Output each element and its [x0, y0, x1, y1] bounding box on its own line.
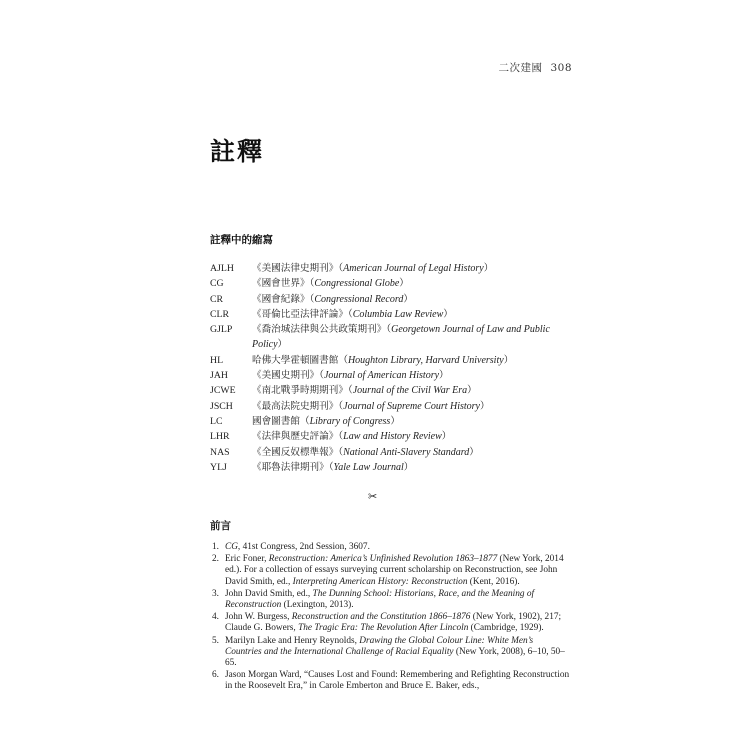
abbreviation-chinese: 《國會世界》（ — [252, 278, 315, 290]
abbreviation-chinese: 《美國史期刊》（ — [252, 370, 324, 382]
notes-list — [212, 542, 572, 694]
abbreviation-expansion — [252, 445, 555, 460]
abbreviation-chinese: 《喬治城法律與公共政策期刊》（ — [252, 324, 392, 336]
abbreviation-english: American Journal of Legal History — [343, 263, 484, 274]
abbreviation-chinese: 《耶魯法律期刊》（ — [252, 461, 334, 473]
abbreviation-english: Law and History Review — [343, 431, 442, 443]
abbreviation-row — [210, 307, 555, 322]
abbreviation-row — [210, 353, 555, 368]
note-item — [212, 670, 572, 692]
abbreviations-list — [210, 261, 555, 475]
abbreviation-expansion — [252, 276, 555, 291]
note-text — [225, 542, 572, 553]
note-text — [225, 612, 572, 634]
note-fragment: (Lexington, 2013). — [281, 600, 354, 611]
abbreviation-chinese: 《南北戰爭時期期刊》（ — [252, 385, 353, 397]
abbreviation-close: ） — [441, 431, 452, 443]
abbreviation-expansion — [252, 399, 555, 414]
abbreviation-english: National Anti-Slavery Standard — [343, 446, 470, 458]
note-fragment: (New York, 1902), 217; Claude G. Bowers, — [225, 612, 562, 634]
abbreviation-row — [210, 414, 555, 429]
abbreviation-close: ） — [467, 385, 477, 397]
abbreviation-expansion — [252, 292, 555, 307]
note-number: 5. — [212, 635, 219, 646]
abbreviation-english: Georgetown Journal of Law and Public Policy — [252, 324, 550, 351]
note-number: 3. — [212, 588, 219, 599]
abbreviations-heading: 註釋中的縮寫 — [210, 234, 273, 246]
note-text — [225, 554, 572, 588]
abbreviation-close: ） — [403, 293, 413, 305]
note-fragment: Marilyn Lake and Henry Reynolds, — [225, 635, 360, 646]
abbreviation-key: CR — [210, 293, 224, 305]
abbreviation-key: YLJ — [210, 461, 227, 473]
abbreviation-english: Houghton Library, Harvard University — [347, 354, 504, 366]
abbreviation-close: ） — [439, 370, 449, 382]
abbreviation-expansion — [252, 353, 555, 368]
abbreviation-expansion — [252, 261, 555, 276]
abbreviation-chinese: 《法律與歷史評論》（ — [252, 431, 344, 443]
abbreviation-row — [210, 460, 555, 475]
abbreviation-close: ） — [469, 446, 479, 458]
note-fragment: , 41st Congress, 2nd Session, 3607. — [237, 542, 370, 552]
section-heading: 前言 — [210, 520, 231, 532]
note-number: 1. — [212, 542, 219, 552]
abbreviation-expansion — [252, 383, 555, 398]
note-text — [225, 636, 572, 670]
note-fragment: John David Smith, ed., — [225, 588, 313, 599]
note-text — [225, 670, 572, 692]
abbreviation-row — [210, 429, 555, 444]
note-title: CG — [225, 542, 238, 552]
note-item — [212, 554, 572, 588]
note-title: The Tragic Era: The Revolution After Lincoln — [298, 623, 469, 634]
abbreviation-english: Library of Congress — [309, 415, 391, 427]
abbreviation-close: ） — [277, 339, 288, 351]
abbreviation-key: JCWE — [210, 385, 236, 397]
abbreviation-row — [210, 261, 555, 276]
note-number: 2. — [212, 554, 219, 565]
abbreviation-key: HL — [210, 354, 224, 366]
abbreviation-key: CG — [210, 278, 224, 290]
note-fragment: John W. Burgess, — [225, 612, 292, 623]
abbreviation-close: ） — [390, 415, 400, 427]
abbreviation-row — [210, 399, 555, 414]
abbreviation-expansion — [252, 429, 555, 444]
note-fragment: Eric Foner, — [225, 554, 269, 565]
abbreviation-chinese: 《國會紀錄》（ — [252, 293, 315, 305]
abbreviation-close: ） — [403, 461, 414, 473]
abbreviation-row — [210, 383, 555, 398]
note-fragment: (Cambridge, 1929). — [468, 623, 544, 634]
running-title: 二次建國 — [498, 62, 543, 74]
note-title: Reconstruction and the Constitution 1866–1876 — [291, 612, 471, 623]
abbreviation-english: Congressional Globe — [314, 278, 400, 290]
note-number: 6. — [212, 670, 219, 681]
abbreviation-chinese: 《哥倫比亞法律評論》（ — [252, 308, 353, 320]
abbreviation-close: ） — [480, 400, 490, 412]
abbreviation-expansion — [252, 414, 555, 429]
note-title: The Dunning School: Historians, Race, and the Meaning of Reconstruction — [225, 588, 535, 611]
note-fragment: (New York, 2014 ed.). For a collection of essays surveying current scholarship on Reconstruction, see John David Smith, ed., — [225, 554, 564, 587]
abbreviation-expansion — [252, 460, 555, 475]
note-fragment: (New York, 2008), 6–10, 50–65. — [225, 646, 565, 669]
abbreviation-english: Journal of the Civil War Era — [352, 385, 468, 397]
abbreviation-key: GJLP — [210, 324, 233, 336]
abbreviation-key: LHR — [210, 431, 230, 443]
note-item — [212, 612, 572, 634]
note-fragment: Jason Morgan Ward, “Causes Lost and Found: Remembering and Refighting Reconstruction in the Roosevelt Era,” in Carole Emberton and Bruce E. Baker, eds., — [225, 670, 570, 692]
note-fragment: (Kent, 2016). — [467, 576, 520, 587]
scissors-ornament-icon: ✂ — [368, 490, 378, 503]
abbreviation-chinese: 《全國反奴標準報》（ — [252, 446, 344, 458]
abbreviation-close: ） — [503, 354, 514, 366]
note-item — [212, 542, 572, 553]
abbreviation-chinese: 《美國法律史期刊》（ — [252, 263, 344, 274]
abbreviation-key: NAS — [210, 446, 230, 458]
abbreviation-english: Journal of Supreme Court History — [343, 400, 480, 412]
note-number: 4. — [212, 612, 219, 623]
abbreviation-key: CLR — [210, 308, 230, 320]
running-header — [498, 60, 572, 75]
abbreviation-key: LC — [210, 415, 223, 427]
abbreviation-row — [210, 276, 555, 291]
note-item — [212, 589, 572, 611]
abbreviation-key: AJLH — [210, 263, 234, 274]
abbreviation-expansion — [252, 368, 555, 383]
note-title: Interpreting American History: Reconstruction — [292, 576, 468, 587]
page-title: 註釋 — [210, 137, 265, 166]
abbreviation-close: ） — [443, 308, 453, 320]
note-title: Reconstruction: America’s Unfinished Revolution 1863–1877 — [268, 554, 498, 565]
abbreviation-english: Columbia Law Review — [352, 308, 444, 320]
abbreviation-expansion — [252, 322, 555, 353]
abbreviation-row — [210, 445, 555, 460]
abbreviation-close: ） — [483, 263, 494, 274]
abbreviation-chinese: 哈佛大學霍頓圖書館（ — [252, 354, 348, 366]
abbreviation-key: JAH — [210, 370, 228, 382]
abbreviation-key: JSCH — [210, 400, 233, 412]
abbreviation-english: Yale Law Journal — [333, 461, 404, 473]
abbreviation-english: Journal of American History — [323, 370, 440, 382]
note-item — [212, 636, 572, 670]
abbreviation-chinese: 國會圖書館（ — [252, 415, 310, 427]
abbreviation-row — [210, 292, 555, 307]
page-number: 308 — [550, 62, 572, 74]
abbreviation-english: Congressional Record — [314, 293, 404, 305]
abbreviation-row — [210, 368, 555, 383]
abbreviation-chinese: 《最高法院史期刊》（ — [252, 400, 344, 412]
note-title: Drawing the Global Colour Line: White Men’s Countries and the International Challenge of Racial Equality — [225, 635, 534, 657]
abbreviation-close: ） — [399, 278, 409, 290]
note-text — [225, 589, 572, 611]
abbreviation-row — [210, 322, 555, 353]
abbreviation-expansion — [252, 307, 555, 322]
